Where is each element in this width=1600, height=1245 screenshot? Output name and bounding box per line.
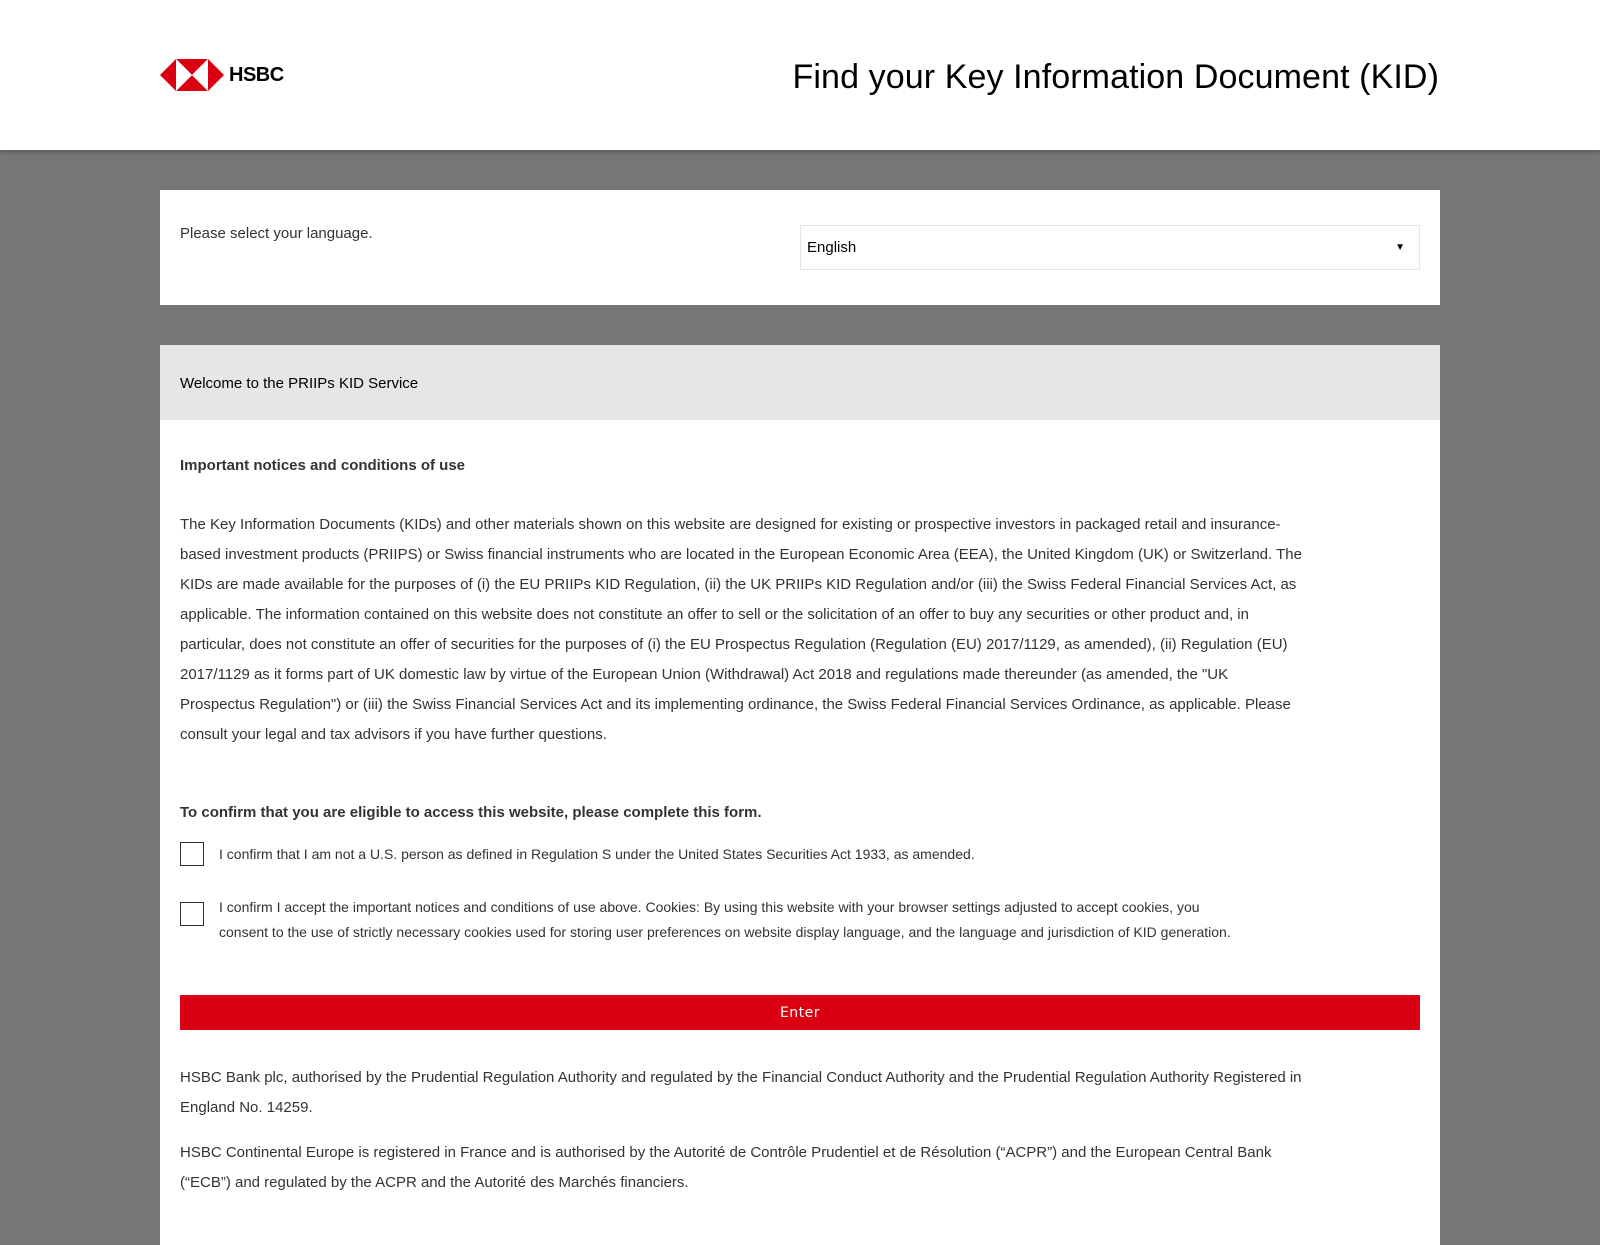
accept-conditions-label: I confirm I accept the important notices and conditions of use above. Cookies: By using this website with your browser settings adjusted to accept cookies, you consent to the use of strictly necessary cookies used for storing user preferences on website display language, and the language and jurisdiction of KID generation. — [219, 899, 1231, 940]
main-card — [160, 345, 1440, 1245]
chevron-down-icon: ▼ — [1395, 242, 1405, 253]
main-content — [160, 457, 1440, 1198]
language-label: Please select your language. — [180, 225, 373, 242]
footer-hsbc-bank: HSBC Bank plc, authorised by the Prudential Regulation Authority and regulated by the Financial Conduct Authority and the Prudential Regulation Authority Registered in England No. 14259. — [180, 1069, 1302, 1116]
notices-body: The Key Information Documents (KIDs) and other materials shown on this website are designed for existing or prospective investors in packaged retail and insurance-based investment products (PRIIPS) or Swiss financial instruments who are located in the European Economic Area (EEA), the United Kingdom (UK) or Switzerland. The KIDs are made available for the purposes of (i) the EU PRIIPs KID Regulation, (ii) the UK PRIIPs KID Regulation and/or (iii) the Swiss Federal Financial Services Act, as applicable. The information contained on this website does not constitute an offer to sell or the solicitation of an offer to buy any securities or other product and, in particular, does not constitute an offer of securities for the purposes of (i) the EU Prospectus Regulation (Regulation (EU) 2017/1129, as amended), (ii) Regulation (EU) 2017/1129 as it forms part of UK domestic law by virtue of the European Union (Withdrawal) Act 2018 and regulations made thereunder (as amended, the "UK Prospectus Regulation") or (iii) the Swiss Financial Services Act and its implementing ordinance, the Swiss Federal Financial Services Ordinance, as applicable. Please consult your legal and tax advisors if you have further questions. — [180, 516, 1302, 743]
enter-button[interactable]: Enter — [180, 995, 1420, 1030]
language-select[interactable] — [800, 225, 1420, 270]
us-person-checkbox[interactable] — [180, 842, 204, 866]
hsbc-hexagon-icon — [160, 59, 224, 91]
accept-conditions-row — [180, 895, 1420, 945]
accept-conditions-checkbox[interactable] — [180, 902, 204, 926]
page-title: Find your Key Information Document (KID) — [792, 58, 1439, 96]
us-person-confirm-row — [180, 842, 1420, 867]
form-heading: To confirm that you are eligible to access this website, please complete this form. — [180, 804, 762, 821]
hsbc-logo[interactable] — [160, 57, 284, 93]
welcome-title: Welcome to the PRIIPs KID Service — [180, 375, 419, 392]
notices-heading: Important notices and conditions of use — [180, 457, 466, 474]
language-card — [160, 190, 1440, 305]
language-selected-value: English — [807, 239, 857, 256]
top-header — [0, 0, 1600, 150]
us-person-label: I confirm that I am not a U.S. person as defined in Regulation S under the United States Securities Act 1933, as amended. — [219, 846, 975, 862]
logo-text: HSBC — [229, 63, 284, 86]
footer-hsbc-continental: HSBC Continental Europe is registered in France and is authorised by the Autorité de Contrôle Prudentiel et de Résolution (“ACPR”) and the European Central Bank (“ECB”) and regulated by the ACPR and the Autorité des Marchés financiers. — [180, 1144, 1272, 1191]
welcome-bar — [160, 345, 1440, 420]
